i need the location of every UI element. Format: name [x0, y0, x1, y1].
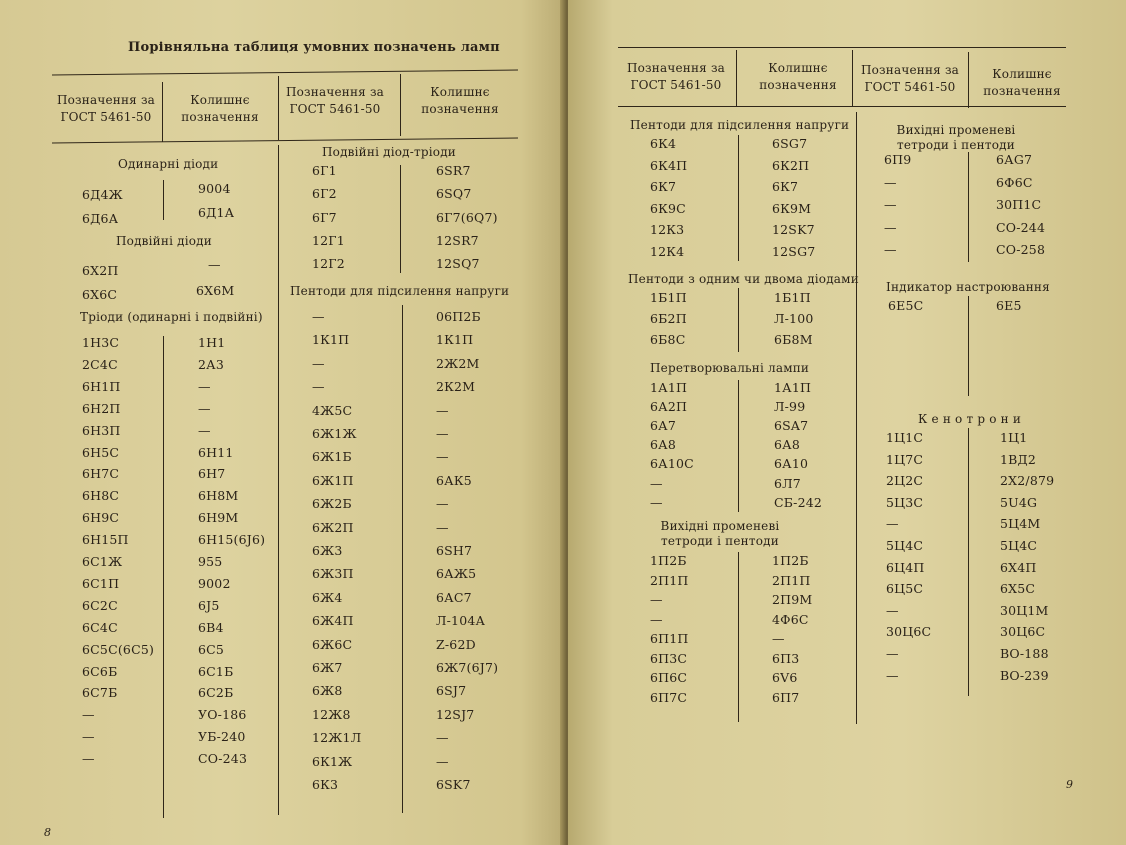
- former-designation-cell: 6А10: [774, 456, 809, 471]
- former-designation-cell: Л-100: [774, 311, 814, 326]
- former-designation-cell: 6В4: [198, 620, 224, 635]
- gost-designation-cell: 6С2С: [82, 598, 118, 613]
- former-designation-cell: 5Ц4М: [1000, 516, 1041, 531]
- gost-designation-cell: 6П9: [884, 152, 912, 167]
- section-converters: Перетворювальні лампи: [650, 361, 810, 375]
- former-designation-cell: —: [436, 449, 449, 464]
- gost-designation-cell: 6Г2: [312, 186, 337, 201]
- former-designation-cell: 2А3: [198, 357, 224, 372]
- section-output-tetrodes-2: Вихідні променеві тетроди і пентоди: [896, 123, 1016, 152]
- column-divider-out2: [968, 152, 969, 262]
- gost-designation-cell: 6К1Ж: [312, 754, 353, 769]
- column-divider-pv: [738, 135, 739, 261]
- gost-designation-cell: 6А10С: [650, 456, 694, 471]
- former-designation-cell: Л-104А: [436, 613, 486, 628]
- former-designation-cell: 06П2Б: [436, 309, 481, 324]
- former-designation-cell: —: [772, 631, 785, 646]
- gost-designation-cell: —: [650, 592, 663, 607]
- former-designation-cell: —: [198, 423, 211, 438]
- former-designation-cell: 6Н15(6J6): [198, 532, 266, 547]
- former-designation-cell: —: [198, 379, 211, 394]
- former-designation-cell: 6V6: [772, 670, 798, 685]
- gost-designation-cell: 6Ж8: [312, 683, 343, 698]
- former-designation-cell: ВО-188: [1000, 646, 1049, 661]
- gost-designation-cell: 6Ж1Б: [312, 449, 352, 464]
- gost-designation-cell: 6С1Ж: [82, 554, 123, 569]
- list-item: 6Д4Ж: [82, 187, 123, 202]
- gost-designation-cell: 6Ж2Б: [312, 496, 352, 511]
- former-designation-cell: 2К2М: [436, 379, 476, 394]
- section-tuning-indicator: Індикатор настроювання: [886, 280, 1050, 294]
- former-designation-cell: 12SR7: [436, 233, 479, 248]
- former-designation-cell: 1Ц1: [1000, 430, 1028, 445]
- former-designation-cell: 6К7: [772, 179, 799, 194]
- column-divider-out: [738, 552, 739, 722]
- section-pentodes-voltage: Пентоди для підсилення напруги: [290, 284, 510, 298]
- gost-designation-cell: 6Н2П: [82, 401, 121, 416]
- header-old-2: Колишнє позначення: [421, 85, 499, 116]
- former-designation-cell: СО-244: [996, 220, 1046, 235]
- former-designation-cell: 6Х5С: [1000, 581, 1036, 596]
- gost-designation-cell: —: [82, 729, 95, 744]
- former-designation-cell: —: [436, 426, 449, 441]
- former-designation-cell: 6С1Б: [198, 664, 234, 679]
- column-divider-center: [278, 145, 279, 815]
- former-designation-cell: 5U4G: [1000, 495, 1038, 510]
- header-gost-2: Позначення за ГОСТ 5461-50: [860, 63, 960, 94]
- former-designation-cell: 6Н8М: [198, 488, 239, 503]
- former-designation-cell: 5Ц4С: [1000, 538, 1038, 553]
- list-item: 6Х6С: [82, 287, 118, 302]
- gost-designation-cell: —: [82, 707, 95, 722]
- former-designation-cell: —: [436, 754, 449, 769]
- gost-designation-cell: 6Б2П: [650, 311, 687, 326]
- former-designation-cell: УО-186: [198, 707, 247, 722]
- gost-designation-cell: —: [884, 220, 897, 235]
- column-divider-diodes: [163, 180, 164, 220]
- former-designation-cell: —: [436, 520, 449, 535]
- list-item: 6Д6А: [82, 211, 119, 226]
- gost-designation-cell: 6П1П: [650, 631, 689, 646]
- gost-designation-cell: —: [886, 516, 899, 531]
- gost-designation-cell: 4Ж5С: [312, 403, 353, 418]
- header-divider-2: [852, 50, 853, 106]
- former-designation-cell: 1П2Б: [772, 553, 809, 568]
- gost-designation-cell: 6К3: [312, 777, 339, 792]
- former-designation-cell: 6С5: [198, 642, 225, 657]
- list-item: 6Х6М: [196, 283, 235, 298]
- gost-designation-cell: 6Ж3: [312, 543, 343, 558]
- gost-designation-cell: —: [886, 603, 899, 618]
- gost-designation-cell: —: [650, 612, 663, 627]
- gost-designation-cell: 1Б1П: [650, 290, 687, 305]
- former-designation-cell: 6SK7: [436, 777, 471, 792]
- former-designation-cell: 1А1П: [774, 380, 812, 395]
- gost-designation-cell: 1А1П: [650, 380, 688, 395]
- gost-designation-cell: 6Ж7: [312, 660, 343, 675]
- gost-designation-cell: 12К3: [650, 222, 685, 237]
- former-designation-cell: 12SQ7: [436, 256, 480, 271]
- header-gost-2: Позначення за ГОСТ 5461-50: [285, 85, 385, 116]
- gost-designation-cell: 1Н3С: [82, 335, 120, 350]
- former-designation-cell: 1Б1П: [774, 290, 811, 305]
- header-old-1: Колишнє позначення: [759, 61, 837, 92]
- gost-designation-cell: 6К9С: [650, 201, 686, 216]
- former-designation-cell: 6АК5: [436, 473, 472, 488]
- gost-designation-cell: 6Н7С: [82, 466, 120, 481]
- gost-designation-cell: 2П1П: [650, 573, 689, 588]
- header-old-2: Колишнє позначення: [983, 67, 1061, 98]
- gost-designation-cell: 12Ж1Л: [312, 730, 362, 745]
- gost-designation-cell: 6Н9С: [82, 510, 120, 525]
- former-designation-cell: 6С2Б: [198, 685, 234, 700]
- former-designation-cell: 30Ц1М: [1000, 603, 1049, 618]
- gost-designation-cell: 6Н5С: [82, 445, 120, 460]
- header-divider-3: [400, 74, 401, 136]
- former-designation-cell: 6Ф6С: [996, 175, 1033, 190]
- gost-designation-cell: 5Ц4С: [886, 538, 924, 553]
- gost-designation-cell: 6Г1: [312, 163, 337, 178]
- column-divider-pd: [738, 288, 739, 352]
- gost-designation-cell: 6С7Б: [82, 685, 118, 700]
- gost-designation-cell: —: [884, 175, 897, 190]
- former-designation-cell: 2Ж2М: [436, 356, 480, 371]
- gost-designation-cell: 6А8: [650, 437, 676, 452]
- former-designation-cell: 6Г7(6Q7): [436, 210, 498, 225]
- gost-designation-cell: 12К4: [650, 244, 685, 259]
- gost-designation-cell: 1К1П: [312, 332, 350, 347]
- gost-designation-cell: 6Ж2П: [312, 520, 354, 535]
- gost-designation-cell: —: [312, 356, 325, 371]
- former-designation-cell: 955: [198, 554, 223, 569]
- former-designation-cell: 6П7: [772, 690, 800, 705]
- column-divider-triodes: [163, 336, 164, 818]
- section-double-diodes: Подвійні діоди: [116, 234, 212, 248]
- gost-designation-cell: 6Ж1Ж: [312, 426, 357, 441]
- gost-designation-cell: 6Е5С: [888, 298, 924, 313]
- list-item: 6Д1А: [198, 205, 235, 220]
- former-designation-cell: 1ВД2: [1000, 452, 1037, 467]
- gost-designation-cell: 6Ж4П: [312, 613, 354, 628]
- former-designation-cell: 6Н9М: [198, 510, 239, 525]
- gost-designation-cell: 12Г1: [312, 233, 345, 248]
- gost-designation-cell: 1Ц1С: [886, 430, 924, 445]
- gost-designation-cell: 6П6С: [650, 670, 688, 685]
- header-gost-1: Позначення за ГОСТ 5461-50: [626, 61, 726, 92]
- former-designation-cell: 30Ц6С: [1000, 624, 1046, 639]
- former-designation-cell: 6Ж7(6J7): [436, 660, 499, 675]
- gost-designation-cell: 6Г7: [312, 210, 337, 225]
- section-pentodes-voltage: Пентоди для підсилення напруги: [630, 118, 850, 132]
- former-designation-cell: 12SK7: [772, 222, 815, 237]
- former-designation-cell: 12SJ7: [436, 707, 475, 722]
- gost-designation-cell: 2С4С: [82, 357, 118, 372]
- former-designation-cell: СО-243: [198, 751, 248, 766]
- section-output-tetrodes: Вихідні променеві тетроди і пентоди: [660, 519, 780, 548]
- gost-designation-cell: 6Ж1П: [312, 473, 354, 488]
- right-page: [568, 0, 1126, 845]
- gost-designation-cell: 6А7: [650, 418, 676, 433]
- gost-designation-cell: 6С1П: [82, 576, 120, 591]
- former-designation-cell: —: [436, 496, 449, 511]
- gost-designation-cell: 6К4П: [650, 158, 688, 173]
- header-bottom-rule: [618, 106, 1066, 107]
- section-double-diode-triodes: Подвійні діод-тріоди: [322, 145, 456, 159]
- gost-designation-cell: 6Н8С: [82, 488, 120, 503]
- former-designation-cell: 6К2П: [772, 158, 810, 173]
- column-divider-ddt: [400, 165, 401, 273]
- header-gost-1: Позначення за ГОСТ 5461-50: [56, 93, 156, 124]
- former-designation-cell: 9002: [198, 576, 231, 591]
- gost-designation-cell: 6П7С: [650, 690, 688, 705]
- former-designation-cell: 6SQ7: [436, 186, 472, 201]
- gost-designation-cell: 2Ц2С: [886, 473, 924, 488]
- gost-designation-cell: 30Ц6С: [886, 624, 932, 639]
- header-divider-1: [736, 50, 737, 106]
- gost-designation-cell: —: [886, 668, 899, 683]
- former-designation-cell: 1Н1: [198, 335, 226, 350]
- former-designation-cell: 2П9М: [772, 592, 813, 607]
- former-designation-cell: 2П1П: [772, 573, 811, 588]
- gost-designation-cell: —: [884, 197, 897, 212]
- gost-designation-cell: 12Ж8: [312, 707, 351, 722]
- former-designation-cell: 2Х2/879: [1000, 473, 1055, 488]
- list-item: 9004: [198, 181, 231, 196]
- gost-designation-cell: —: [650, 476, 663, 491]
- gost-designation-cell: 6Ж4: [312, 590, 343, 605]
- section-kenotrons: К е н о т р о н и: [918, 412, 1022, 426]
- former-designation-cell: 6Х4П: [1000, 560, 1037, 575]
- former-designation-cell: СБ-242: [774, 495, 823, 510]
- former-designation-cell: 6Б8М: [774, 332, 813, 347]
- former-designation-cell: 6АЖ5: [436, 566, 477, 581]
- header-divider-2: [278, 76, 279, 140]
- gost-designation-cell: 6П3С: [650, 651, 688, 666]
- former-designation-cell: СО-258: [996, 242, 1046, 257]
- gost-designation-cell: 6К4: [650, 136, 677, 151]
- former-designation-cell: 6Н7: [198, 466, 226, 481]
- former-designation-cell: 6А8: [774, 437, 800, 452]
- former-designation-cell: 6Е5: [996, 298, 1022, 313]
- gost-designation-cell: 6Ж3П: [312, 566, 354, 581]
- former-designation-cell: 1К1П: [436, 332, 474, 347]
- gost-designation-cell: 6Ц5С: [886, 581, 924, 596]
- gost-designation-cell: 6С4С: [82, 620, 118, 635]
- gost-designation-cell: 6С5С(6С5): [82, 642, 155, 657]
- section-pentodes-diodes: Пентоди з одним чи двома діодами: [628, 272, 859, 286]
- gost-designation-cell: 6А2П: [650, 399, 688, 414]
- gost-designation-cell: 1П2Б: [650, 553, 687, 568]
- gost-designation-cell: —: [650, 495, 663, 510]
- former-designation-cell: 6Н11: [198, 445, 234, 460]
- gost-designation-cell: 6С6Б: [82, 664, 118, 679]
- gost-designation-cell: —: [884, 242, 897, 257]
- section-triodes: Тріоди (одинарні і подвійні): [80, 310, 263, 324]
- gost-designation-cell: —: [82, 751, 95, 766]
- former-designation-cell: Z-62D: [436, 637, 476, 652]
- former-designation-cell: 6АС7: [436, 590, 472, 605]
- list-item: 6Х2П: [82, 263, 119, 278]
- former-designation-cell: 6SA7: [774, 418, 809, 433]
- gost-designation-cell: 5Ц3С: [886, 495, 924, 510]
- header-old-1: Колишнє позначення: [181, 93, 259, 124]
- gost-designation-cell: 6Б8С: [650, 332, 686, 347]
- gost-designation-cell: 6К7: [650, 179, 677, 194]
- gost-designation-cell: 6Н3П: [82, 423, 121, 438]
- column-divider-conv: [738, 380, 739, 512]
- former-designation-cell: 6SG7: [772, 136, 808, 151]
- gost-designation-cell: 12Г2: [312, 256, 345, 271]
- gost-designation-cell: 1Ц7С: [886, 452, 924, 467]
- former-designation-cell: 6SR7: [436, 163, 471, 178]
- gost-designation-cell: —: [312, 379, 325, 394]
- former-designation-cell: 6SJ7: [436, 683, 467, 698]
- former-designation-cell: 4Ф6С: [772, 612, 809, 627]
- gost-designation-cell: —: [312, 309, 325, 324]
- gost-designation-cell: —: [886, 646, 899, 661]
- gost-designation-cell: 6Ц4П: [886, 560, 925, 575]
- former-designation-cell: 6SH7: [436, 543, 473, 558]
- page-number: 8: [44, 826, 51, 839]
- page-number: 9: [1066, 778, 1073, 791]
- column-divider-center: [856, 112, 857, 724]
- former-designation-cell: 30П1С: [996, 197, 1042, 212]
- former-designation-cell: 6П3: [772, 651, 800, 666]
- former-designation-cell: 6АG7: [996, 152, 1033, 167]
- former-designation-cell: —: [198, 401, 211, 416]
- gost-designation-cell: 6Ж6С: [312, 637, 353, 652]
- former-designation-cell: 12SG7: [772, 244, 816, 259]
- gost-designation-cell: 6Н15П: [82, 532, 129, 547]
- section-single-diodes: Одинарні діоди: [118, 157, 219, 171]
- header-bottom-rule: [52, 138, 518, 144]
- header-top-rule: [52, 70, 518, 76]
- header-divider-3: [968, 52, 969, 108]
- column-divider-ind: [968, 296, 969, 396]
- former-designation-cell: —: [436, 403, 449, 418]
- page-title: Порівняльна таблиця умовних позначень ламп: [128, 40, 500, 55]
- header-top-rule: [618, 47, 1066, 48]
- former-designation-cell: 6Л7: [774, 476, 801, 491]
- column-divider-pentodes: [402, 305, 403, 813]
- former-designation-cell: ВО-239: [1000, 668, 1049, 683]
- header-divider-1: [162, 82, 163, 142]
- list-item: —: [208, 257, 221, 272]
- former-designation-cell: Л-99: [774, 399, 806, 414]
- column-divider-ken: [968, 428, 969, 696]
- former-designation-cell: —: [436, 730, 449, 745]
- former-designation-cell: 6К9М: [772, 201, 812, 216]
- former-designation-cell: УБ-240: [198, 729, 246, 744]
- former-designation-cell: 6J5: [198, 598, 220, 613]
- gost-designation-cell: 6Н1П: [82, 379, 121, 394]
